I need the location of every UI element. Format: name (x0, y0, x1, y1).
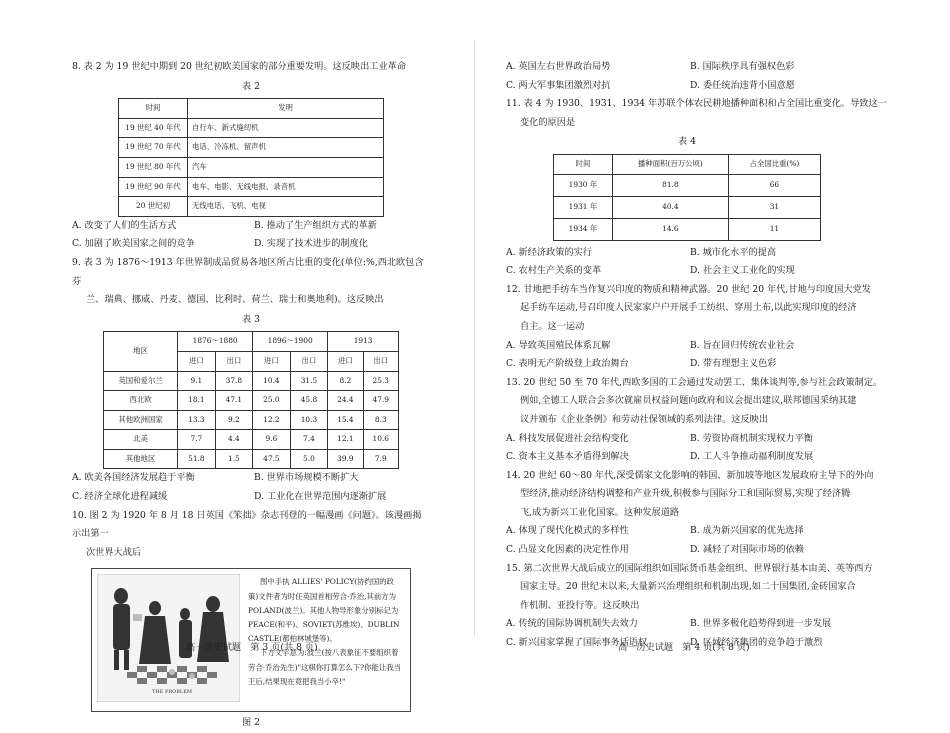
q10-stem-cont: 次世界大战后 (86, 546, 142, 558)
table-row: 其他地区 51.8 1.5 47.5 5.0 39.9 7.9 (104, 449, 399, 469)
table-row: 1934 年 14.6 11 (554, 218, 821, 240)
table-row: 北美 7.7 4.4 9.6 7.4 12.1 10.6 (104, 430, 399, 450)
q11-option-c[interactable]: C. 农村生产关系的变革 (506, 265, 602, 277)
q11-options (506, 244, 868, 281)
q11-option-a[interactable]: A. 新经济政策的实行 (506, 246, 592, 258)
q11-stem: 11. 表 4 为 1930、1931、1934 年苏联个体农民耕地播种面积和占全国比重变化。导致这一 (506, 98, 887, 110)
figure-2-text: 下方文字意为:波兰(按八表象征不要组织着劳合·乔治先生)"这棋你打算怎么下?你能让我当王后,结果现在竟把我当小卒!" (248, 648, 402, 686)
page-3 (72, 58, 430, 733)
q11-option-b[interactable]: B. 城市化水平的提高 (690, 246, 777, 258)
q12-options (506, 337, 868, 374)
q13-option-d[interactable]: D. 工人斗争推动福利制度发展 (690, 451, 814, 463)
q14-stem-cont: 飞,成为新兴工业化国家。这种发展道路 (520, 506, 680, 518)
page-divider (474, 40, 475, 636)
q8-stem: 8. 表 2 为 19 世纪中期到 20 世纪初欧美国家的部分重要发明。这反映出工业革命 (72, 61, 407, 72)
q12-stem-cont: 起手纺车运动,号召印度人民家家户户开展手工纺织、穿用土布,以此实现印度的经济 (520, 302, 857, 314)
q13-options (506, 430, 868, 467)
q10-option-d[interactable]: D. 委任统治违背小国意愿 (690, 79, 795, 91)
q15-stem-cont: 国家主导。20 世纪末以来,大量新兴治理组织和机制出现,如二十国集团,金砖国家合 (520, 581, 856, 593)
q10-option-b[interactable]: B. 国际秩序具有强权色彩 (690, 61, 795, 72)
table-3-region-header: 地区 (104, 332, 178, 371)
q9-option-a[interactable]: A. 欧美各国经济发展趋于平衡 (72, 472, 195, 484)
q10-option-c[interactable]: C. 两大军事集团激烈对抗 (506, 79, 611, 91)
table-2 (118, 98, 384, 217)
q8-options (72, 217, 430, 254)
q14-option-b[interactable]: B. 成为新兴国家的优先选择 (690, 525, 804, 537)
q13-option-a[interactable]: A. 科技发展促进社会结构变化 (506, 432, 629, 444)
q15-stem: 15. 第二次世界大战后成立的国际组织如国际货币基金组织、世界银行基本由美、英等西方 (506, 562, 873, 574)
q12-option-b[interactable]: B. 旨在回归传统农业社会 (690, 339, 795, 351)
table-row: 19 世纪 70 年代 电话、冷冻机、留声机 (119, 138, 384, 158)
table-row: 20 世纪初 无线电话、飞机、电视 (119, 197, 384, 217)
q14-stem: 14. 20 世纪 60～80 年代,深受儒家文化影响的韩国、新加坡等地区发展政府主导下的外向 (506, 469, 874, 481)
import-header: 进口 (178, 351, 216, 371)
q15-option-b[interactable]: B. 世界多极化趋势得到进一步发展 (690, 618, 832, 630)
q8-option-a[interactable]: A. 改变了人们的生活方式 (72, 219, 177, 231)
q12-option-a[interactable]: A. 导致英国殖民体系瓦解 (506, 339, 611, 351)
table-3-period: 1896～1900 (253, 332, 328, 352)
import-header: 进口 (328, 351, 363, 371)
q11-option-d[interactable]: D. 社会主义工业化的实现 (690, 265, 795, 277)
table-4-header: 时间 (554, 154, 613, 174)
q9-option-d[interactable]: D. 工业化在世界范围内逐渐扩展 (254, 491, 387, 503)
q9-option-c[interactable]: C. 经济全球化进程减缓 (72, 491, 168, 503)
cartoon-caption: THE PROBLEM (152, 689, 192, 696)
q14-options (506, 522, 868, 559)
q13-stem: 13. 20 世纪 50 至 70 年代,西欧多国的工会通过发动罢工、集体谈判等,参与社会政策制定。 (506, 376, 883, 388)
table-row: 西北欧 18.1 47.1 25.0 45.8 24.4 47.9 (104, 391, 399, 411)
table-row: 其他欧洲国家 13.3 9.2 12.2 10.3 15.4 8.3 (104, 410, 399, 430)
table-4-header: 播种面积(百万公顷) (612, 154, 728, 174)
q15-stem-cont: 作机制、亚投行等。这反映出 (520, 599, 640, 611)
q10-stem: 10. 图 2 为 1920 年 8 月 18 日英国《笨拙》杂志刊登的一幅漫画《问题》。该漫画揭示出第一 (72, 509, 422, 540)
q8-option-b[interactable]: B. 推动了生产组织方式的革新 (254, 219, 377, 231)
table-4-caption: 表 4 (678, 136, 696, 148)
table-3 (103, 331, 399, 469)
q12-option-d[interactable]: D. 带有理想主义色彩 (690, 358, 777, 370)
q11-stem-cont: 变化的原因是 (520, 116, 576, 128)
q12-stem-cont: 自主。这一运动 (520, 320, 585, 332)
page-3-footer: 高一历史试题 第 3 页(共 8 页) (186, 642, 318, 653)
q8-option-d[interactable]: D. 实现了技术进步的制度化 (254, 238, 368, 250)
q13-stem-cont: 议并颁布《企业条例》和劳动社保领域的系列法律。这反映出 (520, 413, 769, 425)
table-4-header: 占全国比重(%) (728, 154, 820, 174)
q15-option-d[interactable]: D. 区域经济集团的竞争趋于激烈 (690, 637, 823, 649)
figure-2-description (248, 575, 404, 689)
table-2-caption: 表 2 (242, 80, 260, 92)
export-header: 出口 (290, 351, 328, 371)
q14-option-a[interactable]: A. 体现了现代化模式的多样性 (506, 525, 629, 537)
q14-option-d[interactable]: D. 减轻了对国际市场的依赖 (690, 544, 804, 556)
figure-2-text: 图中手执 ALLIES' POLICY(协约国的政策)文件者为时任英国首相劳合·乔治,其前方为 POLAND(波兰)。其他人物导形象分别标记为 PEACE(和平)、SOVIET(苏维埃)、DUBLIN CASTLE(都柏林城堡等)。 (248, 577, 400, 644)
table-2-header: 时间 (119, 99, 188, 119)
table-3-caption: 表 3 (242, 313, 260, 325)
table-row: 英国和爱尔兰 9.1 37.8 10.4 31.5 8.2 25.3 (104, 371, 399, 391)
table-row: 19 世纪 80 年代 汽车 (119, 157, 384, 177)
q10-options (506, 58, 868, 95)
figure-2-label: 图 2 (242, 717, 260, 729)
table-row: 19 世纪 40 年代 自行车、新式缝纫机 (119, 118, 384, 138)
table-row: 19 世纪 90 年代 电车、电影、无线电报、录音机 (119, 177, 384, 197)
table-3-period: 1913 (328, 332, 399, 352)
q14-option-c[interactable]: C. 凸显文化因素的决定性作用 (506, 544, 629, 556)
q15-option-a[interactable]: A. 传统的国际协调机制失去效力 (506, 618, 638, 630)
q9-options (72, 469, 430, 506)
table-2-header: 发明 (188, 99, 384, 119)
q9-stem-cont: 兰、瑞典、挪威、丹麦、德国、比利时、荷兰、瑞士和奥地利)。这反映出 (86, 294, 384, 306)
table-row: 1931 年 40.4 31 (554, 196, 821, 218)
q13-stem-cont: 例如,全德工人联合会多次就雇员权益问题向政府和议会提出建议,联邦德国采纳其建 (520, 395, 857, 407)
export-header: 出口 (363, 351, 398, 371)
export-header: 出口 (215, 351, 253, 371)
table-3-period: 1876～1880 (178, 332, 253, 352)
q9-stem: 9. 表 3 为 1876～1913 年世界制成品贸易各地区所占比重的变化(单位:%,西北欧包含芬 (72, 256, 424, 287)
q13-option-c[interactable]: C. 资本主义基本矛盾得到解决 (506, 451, 629, 463)
q8-option-c[interactable]: C. 加剧了欧美国家之间的竞争 (72, 238, 195, 250)
import-header: 进口 (253, 351, 291, 371)
q12-option-c[interactable]: C. 表明无产阶级登上政治舞台 (506, 358, 629, 370)
q9-option-b[interactable]: B. 世界市场规模不断扩大 (254, 472, 359, 484)
table-4 (553, 154, 821, 241)
q13-option-b[interactable]: B. 劳资协商机制实现权力平衡 (690, 432, 813, 444)
q10-option-a[interactable]: A. 英国左右世界政治局势 (506, 61, 611, 72)
page-4 (506, 58, 887, 653)
page-4-footer: 高一历史试题 第 4 页(共 8 页) (618, 642, 750, 653)
table-row: 1930 年 81.8 66 (554, 174, 821, 196)
q14-stem-cont: 型经济,推动经济结构调整和产业升级,积极参与国际分工和国际贸易,实现了经济腾 (520, 488, 851, 500)
q15-option-c[interactable]: C. 新兴国家掌握了国际事务话语权 (506, 637, 648, 649)
q12-stem: 12. 甘地把手纺车当作复兴印度的物质和精神武器。20 世纪 20 年代,甘地与印度国大党发 (506, 283, 871, 295)
